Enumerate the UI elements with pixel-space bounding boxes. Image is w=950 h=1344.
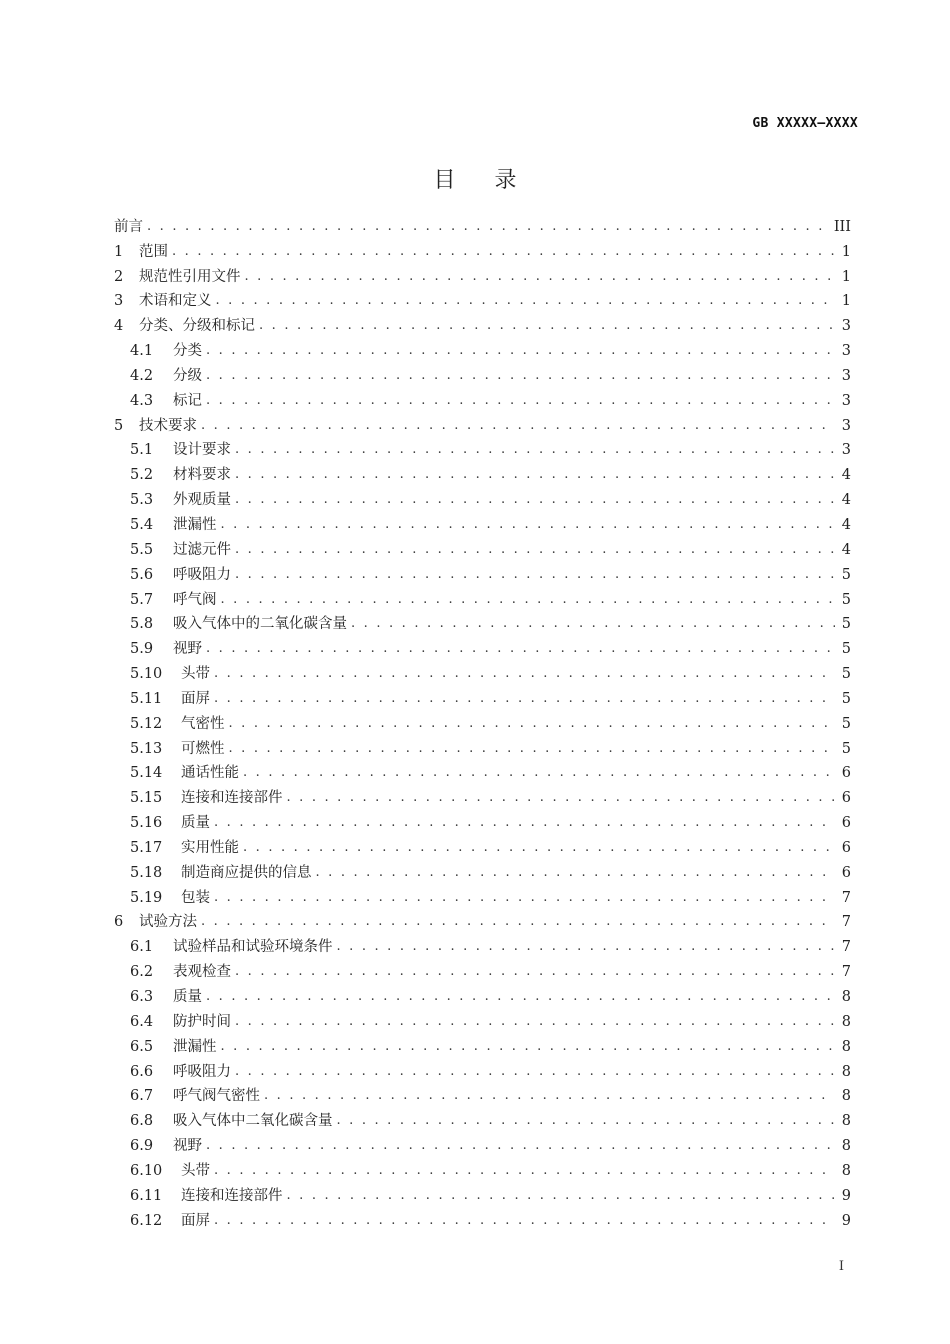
toc-entry-title: 外观质量 xyxy=(173,492,231,509)
dot-leader xyxy=(147,217,828,237)
page-number: I xyxy=(838,1259,844,1274)
toc-entry-number: 5.1 xyxy=(130,442,154,459)
toc-entry-page: 1 xyxy=(841,293,851,310)
toc-entry[interactable] xyxy=(114,560,851,585)
toc-entry-number: 5.15 xyxy=(130,790,163,807)
toc-entry[interactable] xyxy=(114,1007,851,1032)
toc-entry-title: 吸入气体中二氧化碳含量 xyxy=(173,1113,333,1130)
dot-leader xyxy=(172,242,835,262)
toc-entry-page: 7 xyxy=(841,964,851,981)
toc-entry-number: 5.2 xyxy=(130,467,154,484)
toc-entry-page: III xyxy=(833,218,851,235)
toc-entry-page: 8 xyxy=(841,1038,851,1055)
toc-entry-page: 1 xyxy=(841,268,851,285)
toc-entry-title: 范围 xyxy=(139,243,168,260)
toc-entry-page: 8 xyxy=(841,1138,851,1155)
toc-entry-number: 4.3 xyxy=(130,392,154,409)
toc-entry-title: 防护时间 xyxy=(173,1013,231,1030)
dot-leader xyxy=(235,540,835,560)
dot-leader xyxy=(316,863,836,883)
toc-entry-number: 4 xyxy=(114,318,124,335)
toc-entry-number: 3 xyxy=(114,293,124,310)
toc-entry[interactable] xyxy=(114,1156,851,1181)
toc-entry-number: 6.2 xyxy=(130,964,154,981)
dot-leader xyxy=(201,416,835,436)
toc-entry-number: 5.14 xyxy=(130,765,163,782)
dot-leader xyxy=(337,937,836,957)
toc-entry-page: 4 xyxy=(841,516,851,533)
toc-entry[interactable] xyxy=(114,237,851,262)
dot-leader xyxy=(221,1037,836,1057)
toc-entry-number: 6.7 xyxy=(130,1088,154,1105)
toc-entry-title: 头带 xyxy=(181,666,210,683)
dot-leader xyxy=(206,1136,835,1156)
toc-entry-page: 7 xyxy=(841,889,851,906)
toc-entry-title: 规范性引用文件 xyxy=(139,268,241,285)
toc-entry-page: 8 xyxy=(841,989,851,1005)
toc-entry-page: 5 xyxy=(841,740,851,757)
toc-entry[interactable] xyxy=(114,982,851,1007)
toc-entry-title: 泄漏性 xyxy=(173,516,217,533)
toc-entry-number: 5.9 xyxy=(130,641,154,658)
toc-entry-number: 6.8 xyxy=(130,1113,154,1130)
toc-entry-title: 呼吸阻力 xyxy=(173,566,231,583)
toc-entry-title: 质量 xyxy=(173,989,202,1005)
toc-entry[interactable] xyxy=(114,808,851,833)
toc-entry[interactable] xyxy=(114,1181,851,1206)
toc-entry-page: 8 xyxy=(841,1113,851,1130)
dot-leader xyxy=(235,465,835,485)
toc-entry[interactable] xyxy=(114,783,851,808)
toc-entry-number: 6.9 xyxy=(130,1138,154,1155)
toc-entry[interactable] xyxy=(114,212,851,237)
toc-entry-number: 5.5 xyxy=(130,541,154,558)
toc-entry[interactable] xyxy=(114,336,851,361)
toc-entry-number: 5.17 xyxy=(130,839,163,856)
toc-entry-title: 气密性 xyxy=(181,715,225,732)
toc-entry-number: 2 xyxy=(114,268,124,285)
dot-leader xyxy=(221,515,836,535)
dot-leader xyxy=(337,1111,836,1131)
toc-entry[interactable] xyxy=(114,883,851,908)
toc-entry-number: 4.2 xyxy=(130,367,154,384)
toc-entry-title: 表观检查 xyxy=(173,964,231,981)
toc-entry[interactable] xyxy=(114,460,851,485)
dot-leader xyxy=(214,1211,835,1231)
toc-entry-page: 4 xyxy=(841,467,851,484)
dot-leader xyxy=(206,366,835,386)
toc-entry-title: 标记 xyxy=(173,392,202,409)
toc-entry-page: 8 xyxy=(841,1013,851,1030)
dot-leader xyxy=(259,316,835,336)
toc-entry[interactable] xyxy=(114,709,851,734)
toc-entry-title: 术语和定义 xyxy=(139,293,212,310)
dot-leader xyxy=(235,1012,835,1032)
toc-entry-page: 7 xyxy=(841,914,851,931)
toc-entry-page: 5 xyxy=(841,715,851,732)
dot-leader xyxy=(214,813,835,833)
toc-entry-title: 实用性能 xyxy=(181,839,239,856)
toc-entry-page: 6 xyxy=(841,864,851,881)
toc-entry[interactable] xyxy=(114,436,851,461)
toc-entry-title: 设计要求 xyxy=(173,442,231,459)
toc-entry[interactable] xyxy=(114,734,851,759)
toc-entry-number: 5 xyxy=(114,417,124,434)
toc-entry[interactable] xyxy=(114,957,851,982)
dot-leader xyxy=(214,1161,835,1181)
toc-entry[interactable] xyxy=(114,759,851,784)
toc-entry-number: 5.19 xyxy=(130,889,163,906)
table-of-contents xyxy=(114,212,851,1231)
toc-entry[interactable] xyxy=(114,932,851,957)
toc-entry-title: 面屏 xyxy=(181,690,210,707)
toc-entry-page: 5 xyxy=(841,666,851,683)
toc-entry-title: 前言 xyxy=(114,218,143,235)
toc-entry-title: 技术要求 xyxy=(139,417,197,434)
toc-entry-page: 3 xyxy=(841,392,851,409)
toc-entry-page: 3 xyxy=(841,318,851,335)
toc-entry-page: 1 xyxy=(841,243,851,260)
dot-leader xyxy=(245,267,836,287)
toc-entry-title: 视野 xyxy=(173,641,202,658)
toc-entry-number: 5.11 xyxy=(130,690,163,707)
toc-entry-number: 6.11 xyxy=(130,1187,163,1204)
dot-leader xyxy=(235,565,835,585)
toc-entry[interactable] xyxy=(114,411,851,436)
toc-entry-page: 7 xyxy=(841,939,851,956)
toc-entry-page: 5 xyxy=(841,641,851,658)
toc-entry[interactable] xyxy=(114,585,851,610)
dot-leader xyxy=(235,490,835,510)
dot-leader xyxy=(229,739,836,759)
toc-entry-page: 6 xyxy=(841,765,851,782)
toc-entry[interactable] xyxy=(114,634,851,659)
toc-entry-number: 6 xyxy=(114,914,124,931)
toc-entry[interactable] xyxy=(114,659,851,684)
toc-entry-page: 9 xyxy=(841,1212,851,1229)
toc-entry[interactable] xyxy=(114,361,851,386)
toc-entry-title: 材料要求 xyxy=(173,467,231,484)
dot-leader xyxy=(206,639,835,659)
toc-entry-page: 4 xyxy=(841,541,851,558)
dot-leader xyxy=(216,291,836,311)
toc-entry-page: 3 xyxy=(841,343,851,360)
toc-entry-page: 5 xyxy=(841,690,851,707)
toc-entry[interactable] xyxy=(114,833,851,858)
toc-entry-page: 5 xyxy=(841,591,851,608)
toc-entry-page: 4 xyxy=(841,492,851,509)
toc-entry-number: 6.5 xyxy=(130,1038,154,1055)
toc-entry-page: 3 xyxy=(841,442,851,459)
dot-leader xyxy=(221,590,836,610)
toc-entry-title: 制造商应提供的信息 xyxy=(181,864,312,881)
toc-entry-title: 质量 xyxy=(181,815,210,832)
toc-entry-title: 面屏 xyxy=(181,1212,210,1229)
toc-entry-number: 6.1 xyxy=(130,939,154,956)
toc-entry[interactable] xyxy=(114,386,851,411)
toc-entry-title: 视野 xyxy=(173,1138,202,1155)
toc-entry-number: 5.12 xyxy=(130,715,163,732)
toc-entry-title: 呼吸阻力 xyxy=(173,1063,231,1080)
toc-entry[interactable] xyxy=(114,1206,851,1231)
toc-entry[interactable] xyxy=(114,535,851,560)
toc-entry-title: 通话性能 xyxy=(181,765,239,782)
dot-leader xyxy=(351,614,835,634)
dot-leader xyxy=(229,714,836,734)
toc-entry[interactable] xyxy=(114,908,851,933)
dot-leader xyxy=(206,987,835,1007)
toc-entry-title: 分级 xyxy=(173,367,202,384)
toc-entry[interactable] xyxy=(114,485,851,510)
toc-entry-page: 9 xyxy=(841,1187,851,1204)
toc-entry-number: 5.6 xyxy=(130,566,154,583)
toc-entry[interactable] xyxy=(114,287,851,312)
dot-leader xyxy=(214,689,835,709)
toc-entry-page: 3 xyxy=(841,417,851,434)
toc-entry-title: 连接和连接部件 xyxy=(181,790,283,807)
toc-entry[interactable] xyxy=(114,311,851,336)
dot-leader xyxy=(243,838,835,858)
toc-entry-page: 6 xyxy=(841,790,851,807)
toc-entry-number: 6.4 xyxy=(130,1013,154,1030)
dot-leader xyxy=(235,962,835,982)
toc-entry-number: 6.12 xyxy=(130,1212,163,1229)
toc-entry-title: 分类 xyxy=(173,343,202,360)
toc-entry-number: 5.16 xyxy=(130,815,163,832)
toc-entry-page: 8 xyxy=(841,1088,851,1105)
toc-entry-title: 连接和连接部件 xyxy=(181,1187,283,1204)
toc-entry[interactable] xyxy=(114,262,851,287)
toc-entry-number: 5.8 xyxy=(130,616,154,633)
dot-leader xyxy=(287,1186,836,1206)
toc-entry-number: 4.1 xyxy=(130,343,154,360)
toc-entry-title: 泄漏性 xyxy=(173,1038,217,1055)
toc-entry-title: 包装 xyxy=(181,889,210,906)
toc-entry-number: 6.10 xyxy=(130,1162,163,1179)
toc-entry-title: 可燃性 xyxy=(181,740,225,757)
dot-leader xyxy=(264,1086,835,1106)
toc-entry-page: 6 xyxy=(841,815,851,832)
dot-leader xyxy=(201,912,835,932)
toc-entry-number: 5.3 xyxy=(130,492,154,509)
toc-entry-page: 6 xyxy=(841,839,851,856)
dot-leader xyxy=(214,888,835,908)
toc-entry-title: 吸入气体中的二氧化碳含量 xyxy=(173,616,347,633)
toc-entry-page: 5 xyxy=(841,616,851,633)
dot-leader xyxy=(214,664,835,684)
toc-entry-title: 试验方法 xyxy=(139,914,197,931)
toc-entry-page: 8 xyxy=(841,1063,851,1080)
toc-entry[interactable] xyxy=(114,858,851,883)
toc-entry-title: 呼气阀气密性 xyxy=(173,1088,260,1105)
dot-leader xyxy=(287,788,836,808)
toc-entry[interactable] xyxy=(114,1082,851,1107)
toc-entry[interactable] xyxy=(114,610,851,635)
toc-entry-number: 5.18 xyxy=(130,864,163,881)
toc-entry-title: 分类、分级和标记 xyxy=(139,318,255,335)
toc-entry-page: 8 xyxy=(841,1162,851,1179)
toc-entry-page: 3 xyxy=(841,367,851,384)
toc-entry-title: 过滤元件 xyxy=(173,541,231,558)
toc-entry-number: 5.7 xyxy=(130,591,154,608)
toc-entry[interactable] xyxy=(114,1032,851,1057)
toc-entry-title: 呼气阀 xyxy=(173,591,217,608)
toc-entry-number: 6.6 xyxy=(130,1063,154,1080)
toc-entry-number: 5.10 xyxy=(130,666,163,683)
toc-entry-page: 5 xyxy=(841,566,851,583)
toc-entry[interactable] xyxy=(114,684,851,709)
toc-entry-number: 5.13 xyxy=(130,740,163,757)
dot-leader xyxy=(243,763,835,783)
toc-entry[interactable] xyxy=(114,510,851,535)
dot-leader xyxy=(206,341,835,361)
toc-entry-title: 试验样品和试验环境条件 xyxy=(173,939,333,956)
toc-entry[interactable] xyxy=(114,1131,851,1156)
dot-leader xyxy=(235,440,835,460)
dot-leader xyxy=(235,1062,835,1082)
toc-entry-title: 头带 xyxy=(181,1162,210,1179)
dot-leader xyxy=(206,391,835,411)
standard-code: GB XXXXX—XXXX xyxy=(752,116,858,131)
toc-title: 目 录 xyxy=(433,168,533,193)
toc-entry[interactable] xyxy=(114,1106,851,1131)
toc-entry[interactable] xyxy=(114,1057,851,1082)
toc-entry-number: 1 xyxy=(114,243,124,260)
toc-entry-number: 5.4 xyxy=(130,516,154,533)
toc-entry-number: 6.3 xyxy=(130,989,154,1005)
